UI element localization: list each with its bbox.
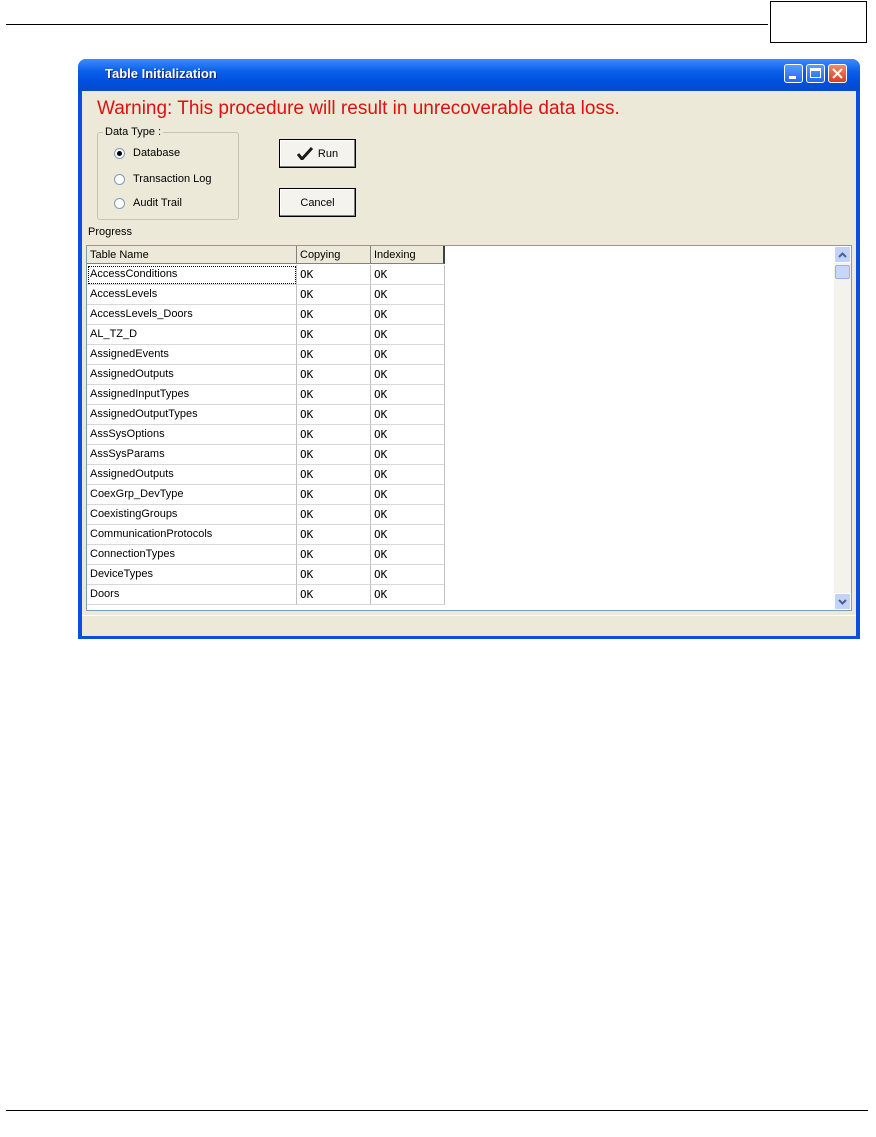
run-button[interactable] xyxy=(279,139,356,168)
copying-cell: OK xyxy=(297,525,371,545)
table-name-cell: AL_TZ_D xyxy=(87,325,297,345)
radio-label: Database xyxy=(133,147,181,159)
radio-transaction-log[interactable] xyxy=(114,173,211,185)
table-row[interactable] xyxy=(87,485,445,505)
copying-cell: OK xyxy=(297,545,371,565)
table-row[interactable] xyxy=(87,365,445,385)
copying-cell: OK xyxy=(297,485,371,505)
page-footer-rule xyxy=(6,1110,868,1111)
column-header-copying[interactable]: Copying xyxy=(297,246,371,264)
table-row[interactable] xyxy=(87,265,445,285)
indexing-cell: OK xyxy=(371,525,445,545)
table-name-cell: AccessConditions xyxy=(87,265,297,285)
status-bar xyxy=(82,615,856,636)
radio-label: Transaction Log xyxy=(133,173,212,185)
table-row[interactable] xyxy=(87,305,445,325)
scroll-up-button[interactable] xyxy=(834,246,851,263)
maximize-button[interactable] xyxy=(806,64,825,83)
window-title: Table Initialization xyxy=(105,66,217,81)
table-row[interactable] xyxy=(87,285,445,305)
table-initialization-dialog xyxy=(78,59,860,639)
indexing-cell: OK xyxy=(371,445,445,465)
table-row[interactable] xyxy=(87,465,445,485)
chevron-down-icon xyxy=(838,599,847,605)
copying-cell: OK xyxy=(297,305,371,325)
close-icon xyxy=(832,68,843,79)
title-bar[interactable] xyxy=(78,59,860,91)
vertical-scrollbar[interactable] xyxy=(834,246,851,610)
table-row[interactable] xyxy=(87,345,445,365)
indexing-cell: OK xyxy=(371,385,445,405)
progress-label: Progress xyxy=(88,226,133,238)
indexing-cell: OK xyxy=(371,565,445,585)
indexing-cell: OK xyxy=(371,365,445,385)
page-number-box xyxy=(770,1,867,43)
page-header-rule xyxy=(6,24,768,25)
indexing-cell: OK xyxy=(371,585,445,605)
table-name-cell: AssignedOutputs xyxy=(87,365,297,385)
radio-audit-trail[interactable] xyxy=(114,197,182,209)
table-row[interactable] xyxy=(87,585,445,605)
indexing-cell: OK xyxy=(371,325,445,345)
table-name-cell: AccessLevels_Doors xyxy=(87,305,297,325)
indexing-cell: OK xyxy=(371,305,445,325)
indexing-cell: OK xyxy=(371,485,445,505)
chevron-up-icon xyxy=(838,252,847,258)
column-header-indexing[interactable]: Indexing xyxy=(371,246,445,264)
table-row[interactable] xyxy=(87,545,445,565)
table-row[interactable] xyxy=(87,505,445,525)
warning-message: Warning: This procedure will result in unrecoverable data loss. xyxy=(97,98,620,119)
dialog-body xyxy=(82,91,856,635)
copying-cell: OK xyxy=(297,585,371,605)
table-name-cell: AssignedOutputTypes xyxy=(87,405,297,425)
indexing-cell: OK xyxy=(371,345,445,365)
indexing-cell: OK xyxy=(371,285,445,305)
scroll-down-button[interactable] xyxy=(834,593,851,610)
minimize-icon xyxy=(789,76,796,79)
table-name-cell: CoexGrp_DevType xyxy=(87,485,297,505)
progress-list[interactable] xyxy=(86,245,852,611)
table-name-cell: AssignedOutputs xyxy=(87,465,297,485)
indexing-cell: OK xyxy=(371,545,445,565)
cancel-button-label: Cancel xyxy=(300,196,335,209)
copying-cell: OK xyxy=(297,265,371,285)
copying-cell: OK xyxy=(297,405,371,425)
table-row[interactable] xyxy=(87,425,445,445)
radio-indicator[interactable] xyxy=(114,174,125,185)
copying-cell: OK xyxy=(297,425,371,445)
table-row[interactable] xyxy=(87,565,445,585)
indexing-cell: OK xyxy=(371,465,445,485)
scroll-thumb[interactable] xyxy=(835,265,850,279)
table-name-cell: Doors xyxy=(87,585,297,605)
table-name-cell: CommunicationProtocols xyxy=(87,525,297,545)
copying-cell: OK xyxy=(297,465,371,485)
copying-cell: OK xyxy=(297,505,371,525)
table-row[interactable] xyxy=(87,405,445,425)
table-name-cell: AssignedInputTypes xyxy=(87,385,297,405)
copying-cell: OK xyxy=(297,285,371,305)
data-type-legend: Data Type : xyxy=(105,126,162,138)
radio-indicator[interactable] xyxy=(114,198,125,209)
column-header-table-name[interactable]: Table Name xyxy=(87,246,297,264)
run-button-label: Run xyxy=(317,147,339,160)
copying-cell: OK xyxy=(297,325,371,345)
table-name-cell: AccessLevels xyxy=(87,285,297,305)
minimize-button[interactable] xyxy=(784,64,803,83)
radio-database[interactable] xyxy=(114,147,180,159)
progress-rows xyxy=(87,265,445,605)
copying-cell: OK xyxy=(297,385,371,405)
copying-cell: OK xyxy=(297,345,371,365)
table-row[interactable] xyxy=(87,385,445,405)
table-name-cell: AssSysParams xyxy=(87,445,297,465)
maximize-icon xyxy=(810,68,821,78)
cancel-button[interactable] xyxy=(279,188,356,217)
copying-cell: OK xyxy=(297,565,371,585)
radio-label: Audit Trail xyxy=(133,197,182,209)
radio-indicator[interactable] xyxy=(114,148,125,159)
indexing-cell: OK xyxy=(371,265,445,285)
indexing-cell: OK xyxy=(371,425,445,445)
copying-cell: OK xyxy=(297,445,371,465)
table-name-cell: AssSysOptions xyxy=(87,425,297,445)
indexing-cell: OK xyxy=(371,505,445,525)
table-row[interactable] xyxy=(87,325,445,345)
indexing-cell: OK xyxy=(371,405,445,425)
table-name-cell: CoexistingGroups xyxy=(87,505,297,525)
copying-cell: OK xyxy=(297,365,371,385)
checkmark-icon xyxy=(297,147,313,160)
table-name-cell: DeviceTypes xyxy=(87,565,297,585)
table-name-cell: ConnectionTypes xyxy=(87,545,297,565)
close-button[interactable] xyxy=(828,64,847,83)
table-name-cell: AssignedEvents xyxy=(87,345,297,365)
table-row[interactable] xyxy=(87,525,445,545)
table-row[interactable] xyxy=(87,445,445,465)
